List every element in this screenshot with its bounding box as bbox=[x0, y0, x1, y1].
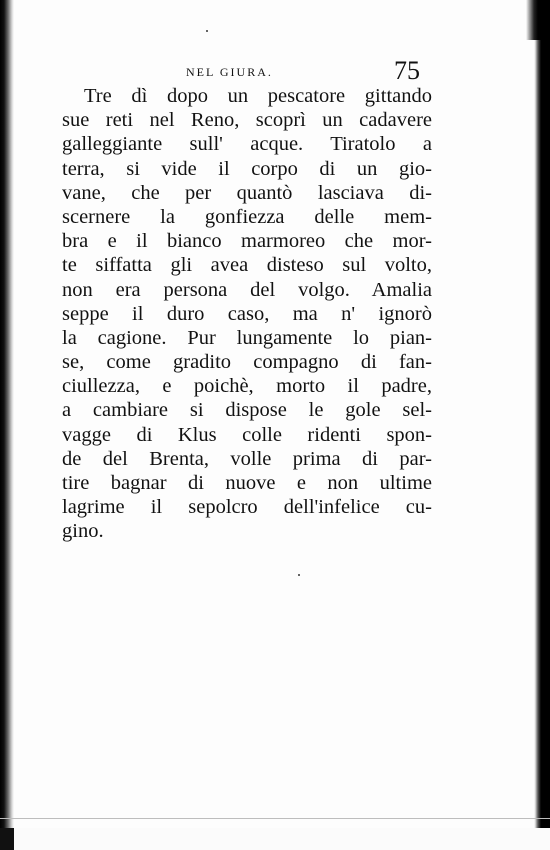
text-line: vagge di Klus colle ridenti spon- bbox=[62, 423, 432, 446]
text-line: gino. bbox=[62, 520, 104, 543]
page-number: 75 bbox=[394, 56, 420, 85]
text-line: ciullezza, e poichè, morto il padre, bbox=[62, 375, 432, 398]
paper-speck bbox=[298, 574, 300, 576]
text-line: terra, si vide il corpo di un gio- bbox=[62, 157, 432, 180]
text-line: a cambiare si dispose le gole sel- bbox=[62, 399, 432, 422]
scan-bottom-rule bbox=[0, 818, 550, 819]
text-line: bra e il bianco marmoreo che mor- bbox=[62, 230, 432, 253]
page-edge-right-top bbox=[526, 0, 550, 40]
text-line: te siffatta gli avea disteso sul volto, bbox=[62, 254, 432, 277]
page-edge-right bbox=[534, 0, 550, 850]
text-line: lagrime il sepolcro dell'infelice cu- bbox=[62, 496, 432, 519]
text-line: sue reti nel Reno, scoprì un cadavere bbox=[62, 109, 432, 132]
text-line: galleggiante sull' acque. Tiratolo a bbox=[62, 133, 432, 156]
text-line: de del Brenta, volle prima di par- bbox=[62, 447, 432, 470]
text-line: se, come gradito compagno di fan- bbox=[62, 351, 432, 374]
scan-bottom-band bbox=[0, 828, 550, 850]
text-line: non era persona del volgo. Amalia bbox=[62, 278, 432, 301]
paper-speck bbox=[206, 30, 208, 32]
body-text bbox=[62, 84, 432, 544]
text-line: Tre dì dopo un pescatore gittando bbox=[84, 85, 432, 107]
text-line: seppe il duro caso, ma n' ignorò bbox=[62, 302, 432, 325]
running-head: NEL GIURA. bbox=[186, 65, 273, 79]
binding-edge-left bbox=[0, 0, 14, 850]
text-line: tire bagnar di nuove e non ultime bbox=[62, 472, 432, 494]
text-line: vane, che per quantò lasciava di- bbox=[62, 181, 432, 204]
text-line: scernere la gonfiezza delle mem- bbox=[62, 205, 432, 228]
text-line: la cagione. Pur lungamente lo pian- bbox=[62, 326, 432, 349]
